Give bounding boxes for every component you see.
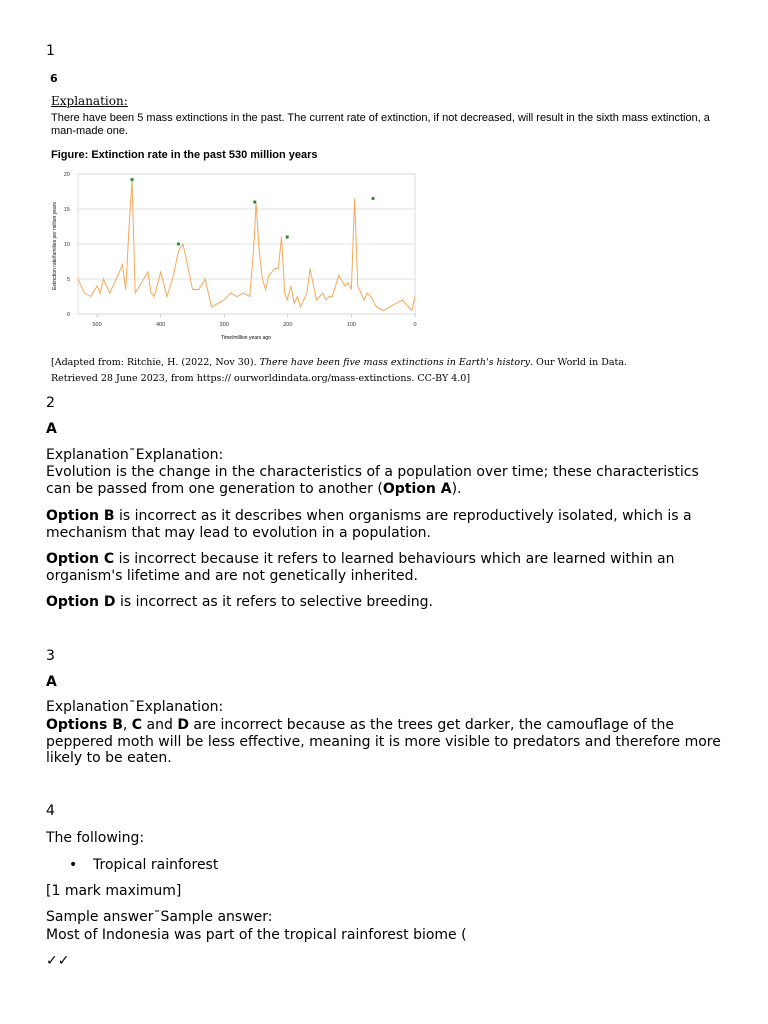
question-number: 3 xyxy=(46,648,55,664)
mass-extinction-point xyxy=(253,200,256,203)
tick-marks: ✓✓ xyxy=(46,953,70,969)
caption-source-title: There have been five mass extinctions in Earth's history xyxy=(259,357,530,368)
option-b-explanation: Option B is incorrect as it describes when organisms are reproductively isolated, which is a mechanism that may lead to evolution in a population. xyxy=(46,508,692,541)
mass-extinction-markers xyxy=(130,178,374,246)
explanation-label: Explanation¯Explanation: xyxy=(46,447,224,463)
x-tick-label: 400 xyxy=(156,322,166,328)
figure-caption-line2: Retrieved 28 June 2023, from https:// ourworldindata.org/mass-extinctions. CC-BY 4.0] xyxy=(51,373,471,384)
explanation-label: Explanation¯Explanation: xyxy=(46,699,224,715)
y-tick-label: 10 xyxy=(63,242,70,248)
mass-extinction-point xyxy=(130,178,133,181)
explanation-paragraph: Options B, C and D are incorrect because as the trees get darker, the camouflage of the peppered moth will be less effective, meaning it is more visible to predators and therefore more likely to be eaten. xyxy=(46,717,721,766)
x-axis-label: Time/million years ago xyxy=(221,335,271,341)
mass-extinction-point xyxy=(177,242,180,245)
figure-caption-line1: [Adapted from: Ritchie, H. (2022, Nov 30). There have been five mass extinctions in Earth's history. Our World in Data. xyxy=(51,357,627,368)
intro-text: The following: xyxy=(46,830,145,846)
list-item: • Tropical rainforest xyxy=(93,857,218,873)
y-tick-labels xyxy=(64,172,70,318)
extinction-rate-line xyxy=(78,180,415,311)
y-tick-label: 15 xyxy=(63,207,70,213)
explanation-heading: Explanation: xyxy=(51,94,128,108)
sample-answer-text: Most of Indonesia was part of the tropical rainforest biome ( xyxy=(46,927,467,943)
marks-note: [1 mark maximum] xyxy=(46,883,182,899)
x-tick-labels xyxy=(92,314,416,328)
answer-list xyxy=(93,857,218,873)
y-tick-label: 0 xyxy=(66,312,70,318)
explanation-paragraph: Evolution is the change in the characteristics of a population over time; these characteristics can be passed from one generation to another (Option A). xyxy=(46,464,699,497)
question-number: 1 xyxy=(46,43,55,59)
option-c-explanation: Option C is incorrect because it refers to learned behaviours which are learned within an organism's lifetime and are not genetically inherited. xyxy=(46,551,675,584)
question-number: 4 xyxy=(46,803,55,819)
answer-value: 6 xyxy=(50,72,58,85)
y-tick-label: 20 xyxy=(63,172,70,178)
figure-title: Figure: Extinction rate in the past 530 million years xyxy=(51,149,318,161)
y-axis-label: Extinction rate/families per million years xyxy=(52,202,58,290)
question-number: 2 xyxy=(46,395,55,411)
option-d-explanation: Option D is incorrect as it refers to selective breeding. xyxy=(46,594,433,610)
mass-extinction-point xyxy=(371,197,374,200)
mass-extinction-point xyxy=(286,235,289,238)
sample-answer-label: Sample answer¯Sample answer: xyxy=(46,909,273,925)
x-tick-label: 500 xyxy=(92,322,102,328)
explanation-text: There have been 5 mass extinctions in the past. The current rate of extinction, if not decreased, will result in the sixth mass extinction, a man-made one. xyxy=(51,112,710,137)
y-tick-label: 5 xyxy=(66,277,70,283)
x-tick-label: 200 xyxy=(283,322,293,328)
x-tick-label: 0 xyxy=(413,322,417,328)
x-tick-label: 300 xyxy=(219,322,229,328)
answer-value: A xyxy=(46,674,57,690)
x-tick-label: 100 xyxy=(346,322,357,328)
answer-value: A xyxy=(46,421,57,437)
extinction-rate-chart xyxy=(40,168,430,343)
